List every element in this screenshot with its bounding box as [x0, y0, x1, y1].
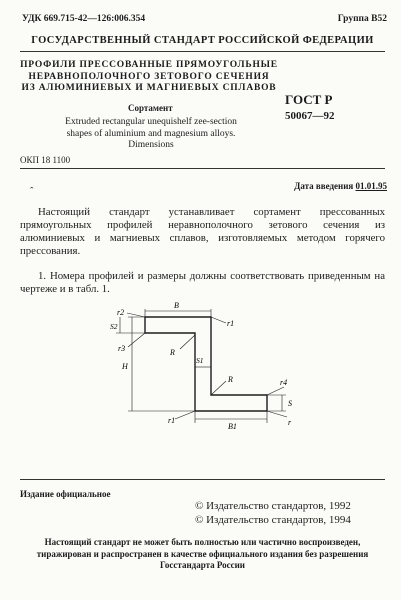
notice-line: тиражирован и распространен в качестве официального издания без разрешения — [36, 548, 369, 559]
divider — [20, 479, 385, 480]
label-r4: r4 — [280, 378, 288, 387]
label-s1: S1 — [196, 356, 204, 365]
effective-date-value: 01.01.95 — [355, 181, 387, 191]
reproduction-notice — [20, 537, 385, 572]
label-r-right: r — [288, 418, 292, 427]
group-code: Группа В52 — [337, 14, 387, 24]
document-subtitle: Сортамент — [128, 103, 173, 113]
profile-drawing — [100, 301, 310, 437]
document-title — [18, 60, 280, 95]
gost-number: 50067—92 — [285, 110, 335, 122]
label-s: S — [288, 399, 292, 408]
copyright-1994: © Издательство стандартов, 1994 — [195, 514, 351, 526]
label-r3: r3 — [118, 344, 126, 353]
paragraph-dimensions: 1. Номера профилей и размеры должны соответствовать приведенным на чертеже и в табл. 1. — [20, 270, 385, 295]
label-h: H — [122, 362, 128, 371]
okp-code: ОКП 18 1100 — [20, 155, 71, 165]
english-title — [20, 117, 282, 152]
title-line: ПРОФИЛИ ПРЕССОВАННЫЕ ПРЯМОУГОЛЬНЫЕ — [20, 60, 278, 70]
english-title-line: Extruded rectangular unequishelf zee-section — [65, 117, 237, 127]
divider — [20, 168, 385, 169]
copyright-1992: © Издательство стандартов, 1992 — [195, 500, 351, 512]
label-r1-bottom: r1 — [168, 416, 176, 425]
label-b: B — [174, 301, 179, 310]
divider — [20, 51, 385, 52]
stray-mark: ꞈ — [30, 178, 34, 189]
profile-outline — [145, 317, 267, 411]
english-title-line: shapes of aluminium and magnesium alloys. — [66, 128, 236, 139]
title-line: НЕРАВНОПОЛОЧНОГО ЗЕТОВОГО СЕЧЕНИЯ — [28, 71, 270, 82]
notice-line: Настоящий стандарт не может быть полностью или частично воспроизведен, — [44, 537, 361, 547]
label-s2: S2 — [110, 322, 118, 331]
effective-date-label: Дата введения — [294, 181, 354, 191]
edition-label: Издание официальное — [20, 489, 111, 499]
effective-date — [294, 181, 387, 191]
label-r-lower: R — [228, 375, 233, 384]
label-r1-top: r1 — [227, 319, 235, 328]
udk-code: УДК 669.715-42—126:006.354 — [22, 14, 146, 24]
paragraph-scope: Настоящий стандарт устанавливает сортамент прессованных прямоугольных профилей неравнополочного зетового сечения из алюминиевых и магниевых сплавов, изготовляемых методом горячего прессования. — [20, 206, 385, 257]
zee-profile-svg — [100, 301, 310, 432]
label-b1: B1 — [228, 422, 237, 431]
label-r2: r2 — [117, 308, 125, 317]
gost-label: ГОСТ Р — [285, 92, 333, 107]
english-title-line: Dimensions — [128, 140, 174, 150]
label-r-upper: R — [170, 348, 175, 357]
title-line: ИЗ АЛЮМИНИЕВЫХ И МАГНИЕВЫХ СПЛАВОВ — [21, 83, 277, 93]
state-standard-heading: ГОСУДАРСТВЕННЫЙ СТАНДАРТ РОССИЙСКОЙ ФЕДЕРАЦИИ — [31, 35, 374, 46]
notice-line: Госстандарта России — [160, 560, 245, 570]
